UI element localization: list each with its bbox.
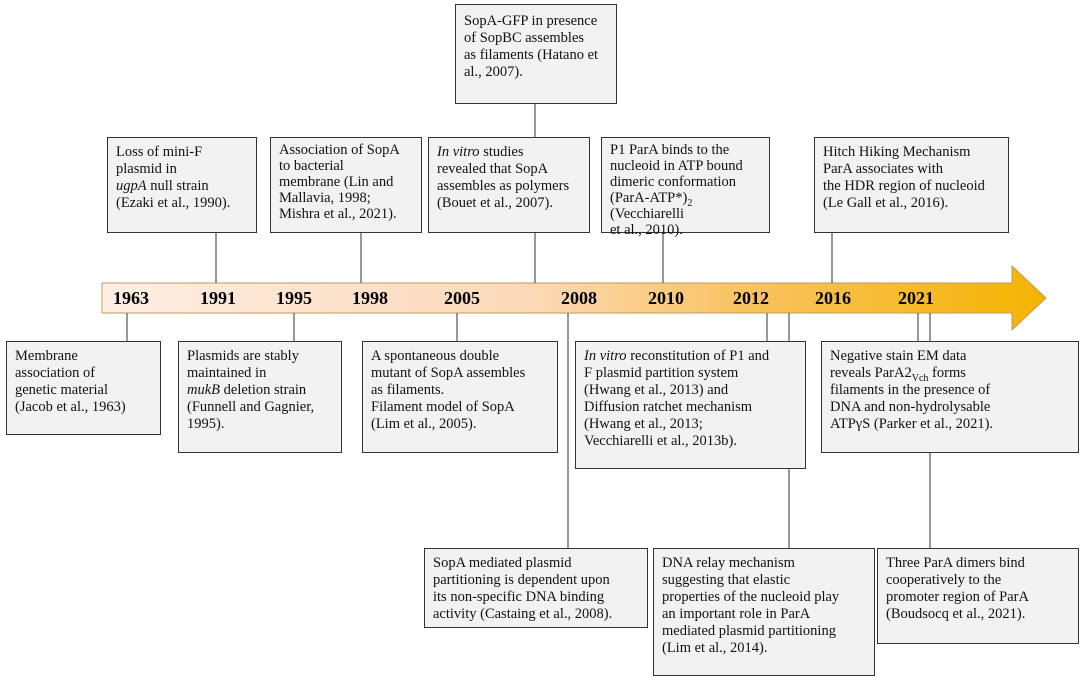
event-box-2008 (424, 548, 648, 628)
event-box-2013 (575, 341, 806, 469)
year-1963: 1963 (113, 288, 149, 308)
event-text: as filaments (Hatano et (464, 47, 599, 63)
event-text: properties of the nucleoid play (662, 589, 840, 605)
event-box-1998 (270, 137, 422, 233)
event-text: In vitro reconstitution of P1 and (584, 348, 770, 364)
year-2010: 2010 (648, 288, 684, 308)
event-text: Diffusion ratchet mechanism (584, 399, 753, 415)
event-text: ParA associates with (823, 161, 944, 177)
event-text: partitioning is dependent upon (433, 572, 610, 588)
event-text: mukB deletion strain (187, 382, 307, 398)
year-1991: 1991 (200, 288, 236, 308)
event-text: Negative stain EM data (830, 348, 967, 364)
event-text: promoter region of ParA (886, 589, 1029, 605)
event-text: Three ParA dimers bind (886, 555, 1025, 571)
event-text: plasmid in (116, 161, 177, 177)
event-text: al., 2007). (464, 64, 523, 80)
event-text: revealed that SopA (437, 161, 549, 177)
event-text: SopA-GFP in presence (464, 13, 598, 29)
event-text: Plasmids are stably (187, 348, 299, 364)
event-text: Filament model of SopA (371, 399, 515, 415)
year-1998: 1998 (352, 288, 388, 308)
event-text: an important role in ParA (662, 606, 811, 622)
event-text: (Lim et al., 2014). (662, 640, 768, 656)
event-box-1963 (6, 341, 161, 435)
event-text: cooperatively to the (886, 572, 1002, 588)
event-box-2007-sopa-gfp (455, 4, 617, 104)
event-text: 1995). (187, 416, 225, 432)
event-text: as filaments. (371, 382, 445, 398)
event-text: Association of SopA (279, 142, 400, 158)
event-text: dimeric conformation (610, 174, 737, 190)
year-2016: 2016 (815, 288, 851, 308)
event-text: (Bouet et al., 2007). (437, 195, 553, 211)
year-2021: 2021 (898, 288, 934, 308)
event-text: (Boudsocq et al., 2021). (886, 606, 1026, 622)
event-text: the HDR region of nucleoid (823, 178, 985, 194)
event-text: its non-specific DNA binding (433, 589, 605, 605)
event-text: suggesting that elastic (662, 572, 791, 588)
event-text: to bacterial (279, 158, 344, 174)
event-box-1995 (178, 341, 342, 453)
event-box-2016 (814, 137, 1009, 233)
event-text: activity (Castaing et al., 2008). (433, 606, 613, 622)
event-text: Hitch Hiking Mechanism (823, 144, 971, 160)
event-text: (Lim et al., 2005). (371, 416, 477, 432)
event-text: membrane (Lin and (279, 174, 394, 190)
event-text: (Ezaki et al., 1990). (116, 195, 231, 211)
event-text: (Le Gall et al., 2016). (823, 195, 949, 211)
event-text: nucleoid in ATP bound (610, 158, 743, 174)
event-box-2005 (362, 341, 558, 453)
event-text: assembles as polymers (437, 178, 570, 194)
event-text: P1 ParA binds to the (610, 142, 730, 158)
event-text: DNA relay mechanism (662, 555, 795, 571)
event-text: (Jacob et al., 1963) (15, 399, 126, 415)
event-text: reveals $ParA2_{Vch}$ forms (830, 365, 966, 384)
event-text: maintained in (187, 365, 267, 381)
event-text: (Hwang et al., 2013) and (584, 382, 729, 398)
event-text: mediated plasmid partitioning (662, 623, 836, 639)
year-2008: 2008 (561, 288, 597, 308)
event-text: (Hwang et al., 2013; (584, 416, 703, 432)
event-text: ATPγS (Parker et al., 2021). (830, 416, 994, 432)
event-box-2010 (601, 137, 770, 238)
event-text: Membrane (15, 348, 78, 364)
event-text: of SopBC assembles (464, 30, 585, 46)
event-text: DNA and non-hydrolysable (830, 399, 991, 415)
event-text: association of (15, 365, 96, 381)
event-text: (Funnell and Gagnier, (187, 399, 315, 415)
event-text: Vecchiarelli et al., 2013b). (584, 433, 737, 449)
event-text: F plasmid partition system (584, 365, 739, 381)
event-box-2007-in-vitro (428, 137, 590, 233)
event-box-2021-dimers (877, 548, 1079, 644)
event-text: In vitro studies (437, 144, 524, 160)
year-2005: 2005 (444, 288, 480, 308)
event-text: et al., 2010). (610, 222, 683, 238)
event-text: SopA mediated plasmid (433, 555, 572, 571)
event-text: genetic material (15, 382, 108, 398)
event-text: ugpA null strain (116, 178, 209, 194)
event-text: $(ParA-ATP*)_2$ (Vecchiarelli (610, 190, 693, 222)
event-text: Mishra et al., 2021). (279, 206, 397, 222)
event-box-2014 (653, 548, 875, 676)
year-1995: 1995 (276, 288, 312, 308)
event-text: Mallavia, 1998; (279, 190, 371, 206)
year-2012: 2012 (733, 288, 769, 308)
event-text: Loss of mini-F (116, 144, 203, 160)
event-text: A spontaneous double (371, 348, 500, 364)
event-box-1991 (107, 137, 257, 233)
event-box-2021-em (821, 341, 1079, 453)
event-text: filaments in the presence of (830, 382, 991, 398)
event-text: mutant of SopA assembles (371, 365, 526, 381)
